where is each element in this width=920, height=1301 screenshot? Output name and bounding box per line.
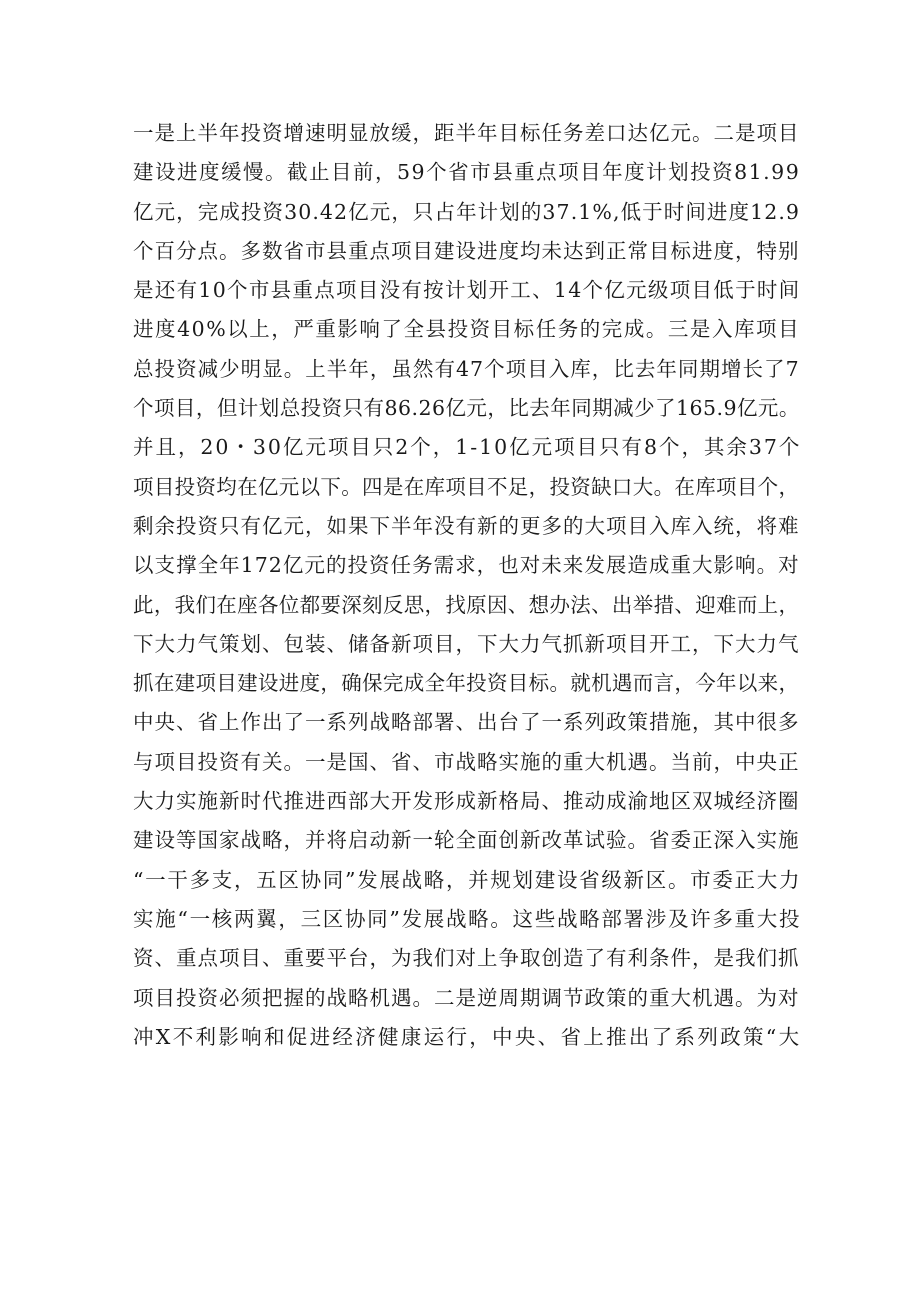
text-line: 以支撑全年172亿元的投资任务需求，也对未来发展造成重大影响。对 <box>133 553 800 578</box>
text-line: 进度40%以上，严重影响了全县投资目标任务的完成。三是入库项目 <box>133 317 801 342</box>
text-line: 总投资减少明显。上半年，虽然有47个项目入库，比去年同期增长了7 <box>133 356 800 381</box>
text-line: 建设等国家战略，并将启动新一轮全面创新改革试验。省委正深入实施 <box>133 828 800 853</box>
text-line: 项目投资均在亿元以下。四是在库项目不足，投资缺口大。在库项目个， <box>133 474 800 499</box>
text-line: 剩余投资只有亿元，如果下半年没有新的更多的大项目入库入统，将难 <box>133 513 800 538</box>
text-line: 亿元，完成投资30.42亿元，只占年计划的37.1%,低于时间进度12.9 <box>133 199 801 224</box>
text-line: 一是上半年投资增速明显放缓，距半年目标任务差口达亿元。二是项目 <box>133 121 800 145</box>
text-line: 实施“一核两翼，三区协同”发展战略。这些战略部署涉及许多重大投 <box>133 906 802 931</box>
document-body <box>133 114 802 1057</box>
text-line: 资、重点项目、重要平台，为我们对上争取创造了有利条件，是我们抓 <box>133 946 800 971</box>
text-line: “一干多支，五区协同”发展战略，并规划建设省级新区。市委正大力 <box>133 867 802 892</box>
text-line: 个百分点。多数省市县重点项目建设进度均未达到正常目标进度，特别 <box>133 238 800 263</box>
text-line: 与项目投资有关。一是国、省、市战略实施的重大机遇。当前，中央正 <box>133 749 800 774</box>
text-line: 抓在建项目建设进度，确保完成全年投资目标。就机遇而言，今年以来， <box>133 671 800 696</box>
text-line: 大力实施新时代推进西部大开发形成新格局、推动成渝地区双城经济圈 <box>133 789 800 814</box>
text-line: 建设进度缓慢。截止目前，59个省市县重点项目年度计划投资81.99 <box>133 160 801 185</box>
text-line: 下大力气策划、包装、储备新项目，下大力气抓新项目开工，下大力气 <box>133 631 800 656</box>
text-line: 此，我们在座各位都要深刻反思，找原因、想办法、出举措、迎难而上， <box>133 592 800 617</box>
text-line: 是还有10个市县重点项目没有按计划开工、14个亿元级项目低于时间 <box>133 278 801 303</box>
text-line: 个项目，但计划总投资只有86.26亿元，比去年同期减少了165.9亿元。 <box>133 396 800 421</box>
text-line: 项目投资必须把握的战略机遇。二是逆周期调节政策的重大机遇。为对 <box>133 985 800 1010</box>
text-line: 并且，20・30亿元项目只2个，1-10亿元项目只有8个，其余37个 <box>133 435 802 460</box>
text-line: 冲X不利影响和促进经济健康运行，中央、省上推出了系列政策“大 <box>133 1024 802 1049</box>
text-line: 中央、省上作出了一系列战略部署、出台了一系列政策措施，其中很多 <box>133 710 800 735</box>
